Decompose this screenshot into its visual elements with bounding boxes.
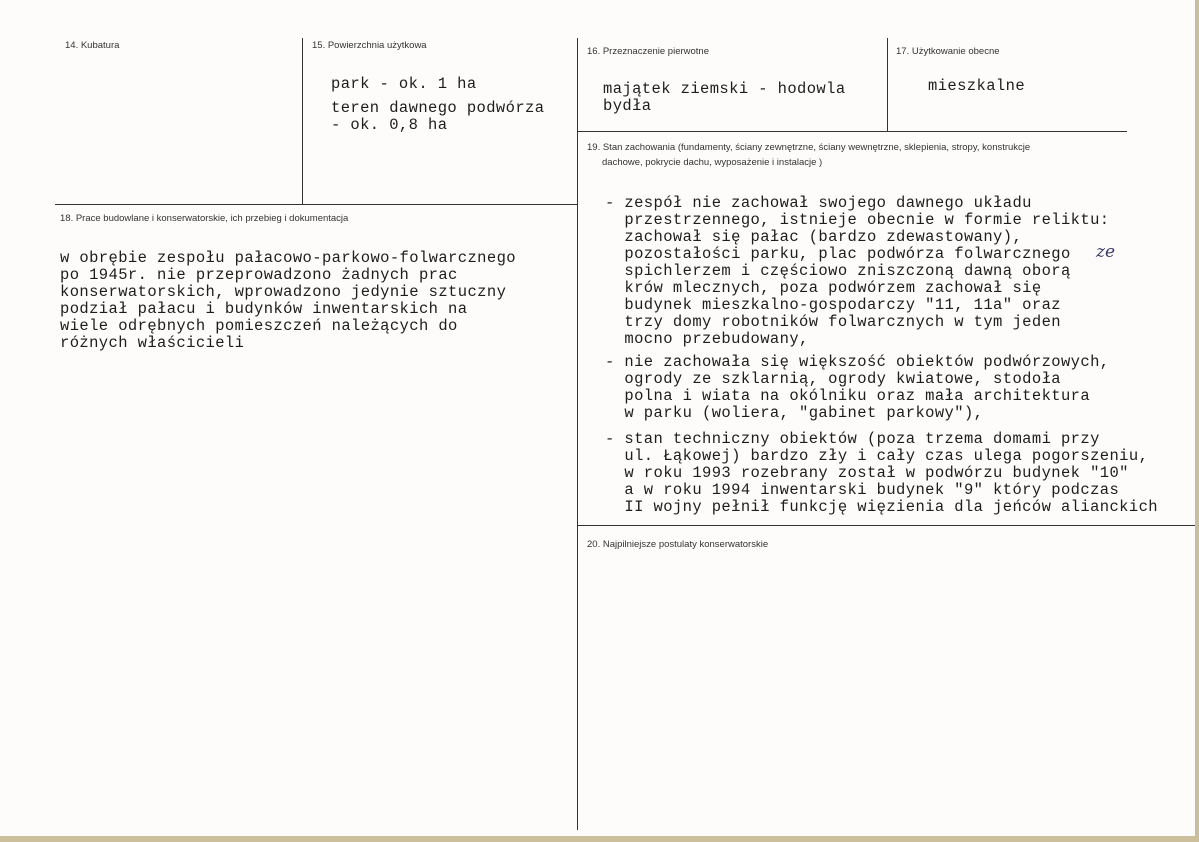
field-18-line: po 1945r. nie przeprowadzono żadnych prac <box>60 266 458 284</box>
field-19-bullet3-line: ul. Łąkowej) bardzo zły i cały czas ulega pogorszeniu, <box>605 447 1149 465</box>
paper-edge-right <box>1195 0 1199 842</box>
field-15-line: park - ok. 1 ha <box>331 75 477 93</box>
field-19-bullet2-line: ogrody ze szklarnią, ogrody kwiatowe, stodoła <box>605 370 1061 388</box>
field-19-bullet2-line: - nie zachowała się większość obiektów podwórzowych, <box>605 353 1110 371</box>
divider-left-row <box>55 204 577 205</box>
field-19-bullet1-line: budynek mieszkalno-gospodarczy "11, 11a" oraz <box>605 296 1061 314</box>
field-19-bullet1-line: krów mlecznych, poza podwórzem zachował się <box>605 279 1042 297</box>
field-18-label: 18. Prace budowlane i konserwatorskie, ich przebieg i dokumentacja <box>60 213 349 224</box>
field-17-label: 17. Użytkowanie obecne <box>896 46 1000 57</box>
field-19-bullet1-line: zachował się pałac (bardzo zdewastowany), <box>605 228 1023 246</box>
field-17-line: mieszkalne <box>928 77 1026 95</box>
field-19-bullet1-line: pozostałości parku, plac podwórza folwarcznego <box>605 245 1071 263</box>
field-19-bullet2-line: w parku (woliera, "gabinet parkowy"), <box>605 404 984 422</box>
field-16-line: bydła <box>603 97 652 115</box>
field-14-label: 14. Kubatura <box>65 40 120 51</box>
field-18-line: konserwatorskich, wprowadzono jedynie sztuczny <box>60 283 507 301</box>
field-18-line: różnych właścicieli <box>60 334 245 352</box>
divider-right-row-2 <box>577 525 1195 526</box>
field-19-label: 19. Stan zachowania (fundamenty, ściany zewnętrzne, ściany wewnętrzne, sklepienia, stropy, konstrukcje <box>587 142 1031 153</box>
field-19-bullet3-line: II wojny pełnił funkcję więzienia dla jeńców alianckich <box>605 498 1158 516</box>
field-16-line: majątek ziemski - hodowla <box>603 80 846 98</box>
field-19-bullet3-line: a w roku 1994 inwentarski budynek "9" który podczas <box>605 481 1120 499</box>
field-20-label: 20. Najpilniejsze postulaty konserwatorskie <box>587 539 769 550</box>
field-19-bullet1-line: - zespół nie zachował swojego dawnego układu <box>605 194 1032 212</box>
field-15-label: 15. Powierzchnia użytkowa <box>312 40 427 51</box>
field-15-line: - ok. 0,8 ha <box>331 116 448 134</box>
field-19-bullet3-line: - stan techniczny obiektów (poza trzema domami przy <box>605 430 1100 448</box>
field-19-bullet2-line: polna i wiata na okólniku oraz mała architektura <box>605 387 1091 405</box>
field-19-bullet3-line: w roku 1993 rozebrany został w podwórzu budynek "10" <box>605 464 1129 482</box>
field-19-label-cont: dachowe, pokrycie dachu, wyposażenie i instalacje ) <box>602 157 823 168</box>
divider-right-row-1 <box>577 131 1127 132</box>
field-19-bullet1-line: mocno przebudowany, <box>605 330 809 348</box>
handwritten-note: ze <box>1096 242 1116 262</box>
field-19-bullet1-line: przestrzennego, istnieje obecnie w formie reliktu: <box>605 211 1110 229</box>
divider-14-15 <box>302 38 303 204</box>
field-15-line: teren dawnego podwórza <box>331 99 545 117</box>
field-19-bullet1-line: spichlerzem i częściowo zniszczoną dawną oborą <box>605 262 1071 280</box>
paper-edge-bottom <box>0 836 1199 842</box>
field-16-label: 16. Przeznaczenie pierwotne <box>587 46 709 57</box>
divider-16-17 <box>887 38 888 131</box>
field-18-line: w obrębie zespołu pałacowo-parkowo-folwarcznego <box>60 249 516 267</box>
field-19-bullet1-line: trzy domy robotników folwarcznych w tym jeden <box>605 313 1061 331</box>
divider-main-vertical <box>577 38 578 830</box>
field-18-line: podział pałacu i budynków inwentarskich na <box>60 300 468 318</box>
field-18-line: wiele odrębnych pomieszczeń należących do <box>60 317 458 335</box>
